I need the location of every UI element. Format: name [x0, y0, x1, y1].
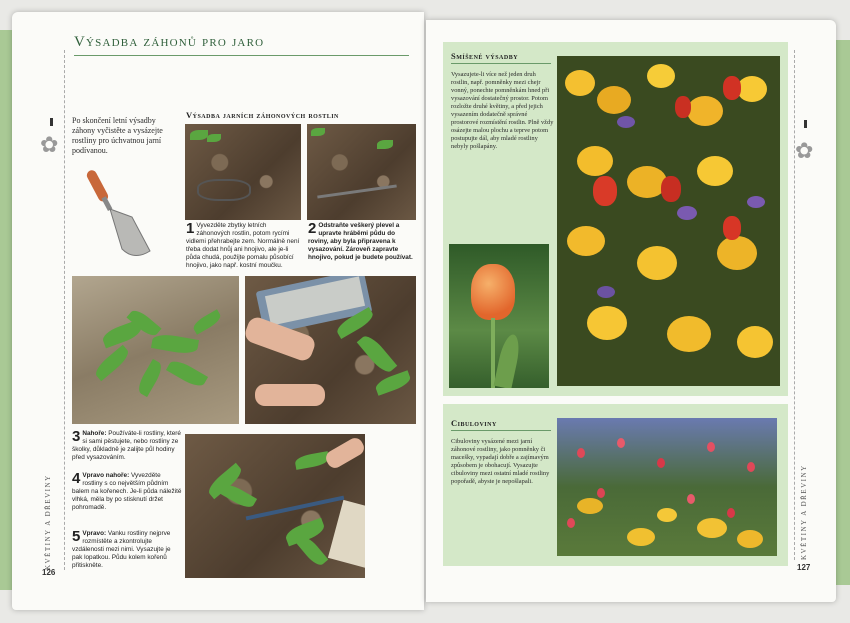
box2-text: Cibuloviny vysázené mezi jarní záhonové rostliny, jako pomněnky či macešky, vypadají dobře a zajímavým způsobem je obohacují. Vysazujte cibuloviny mezi ostatní mladé rostliny popořadě, abyste je nepošlapali. — [451, 438, 550, 485]
photo-seedlings — [72, 276, 239, 424]
photo-raking-soil — [307, 124, 416, 220]
flower-ornament-right-icon: ✿ — [795, 138, 814, 163]
step-2-caption: 2 Odstraňte veškerý plevel a upravte hráběmi půdu do roviny, aby byla připravena k vysazování. Zároveň zapravte hnojivo, pokud je budete používat. — [308, 220, 413, 261]
intro-text: Po skončení letní výsadby záhony vyčistěte a vysázejte rostliny pro úchvatnou jarní podívanou. — [72, 116, 163, 155]
section-heading: Výsadba jarních záhonových rostlin — [186, 110, 339, 120]
step-5-caption: 5 Vpravo: Vanku rostliny nejprve rozmístěte a zkontrolujte vzdálenosti mezi nimi. Vysazujte je pak lopatkou. Půdu kolem kořenů přitiskněte. — [72, 528, 171, 569]
step-3-caption: 3 Nahoře: Používáte-li rostliny, které si sami pěstujete, nebo rostliny ze školky, důkladně je zalijte půl hodiny před vysazováním. — [72, 428, 181, 461]
left-margin-marker — [50, 118, 53, 126]
photo-tulip-closeup — [449, 244, 549, 388]
left-margin-rule — [64, 50, 66, 570]
step-1-caption: 1 Vyvezděte zbytky letních záhonových rostlin, potom rycími vidlemi přehrabejte zem. Normálně není třeba dodat hnůj ani hnojivo, ale je-li půda chudá, použijte pomalu působící hnojivo, jako např. kostní moučku. — [186, 220, 300, 269]
box2-heading-rule — [451, 430, 551, 431]
photo-wallflowers-tulips — [557, 56, 780, 386]
right-side-label: KVĚTINY A DŘEVINY — [800, 464, 808, 560]
box1-text: Vysazujete-li více než jeden druh rostlin, např. pomněnky mezi chejr vonný, ponechte pomněnkám hned při vysazování dostatečný prostor. Potom rozložte druhé květiny, a před jejich vysazením dodatečně správné prostorové rozmístění rostlin. Plně vždy osázejte malou plochu a teprve potom postupujte dál, aby mladé rostliny nebyly pošlapány. — [451, 71, 554, 150]
title-rule — [74, 55, 409, 56]
photo-planting-trowel — [185, 434, 365, 578]
right-page-number: 127 — [797, 563, 811, 572]
step-4-caption: 4 Vpravo nahoře: Vyvezděte rostliny s co největším půdním balem na kořenech. Je-li půda náležitě vlhká, měla by po stisknutí držet pohromadě. — [72, 470, 182, 511]
left-page-number: 126 — [42, 568, 56, 577]
page-title: Výsadba záhonů pro jaro — [74, 34, 265, 50]
photo-clearing-bed — [185, 124, 301, 220]
right-margin-rule — [794, 50, 796, 560]
box2-heading: Cibuloviny — [451, 418, 497, 428]
left-side-label: KVĚTINY A DŘEVINY — [44, 474, 52, 570]
box1-heading: Smíšené výsadby — [451, 51, 519, 61]
photo-lifting-plants — [245, 276, 416, 424]
photo-bulb-bed — [557, 418, 777, 556]
right-margin-marker — [804, 120, 807, 128]
flower-ornament-icon: ✿ — [40, 132, 59, 157]
box1-heading-rule — [451, 63, 551, 64]
trowel-icon — [84, 165, 159, 260]
